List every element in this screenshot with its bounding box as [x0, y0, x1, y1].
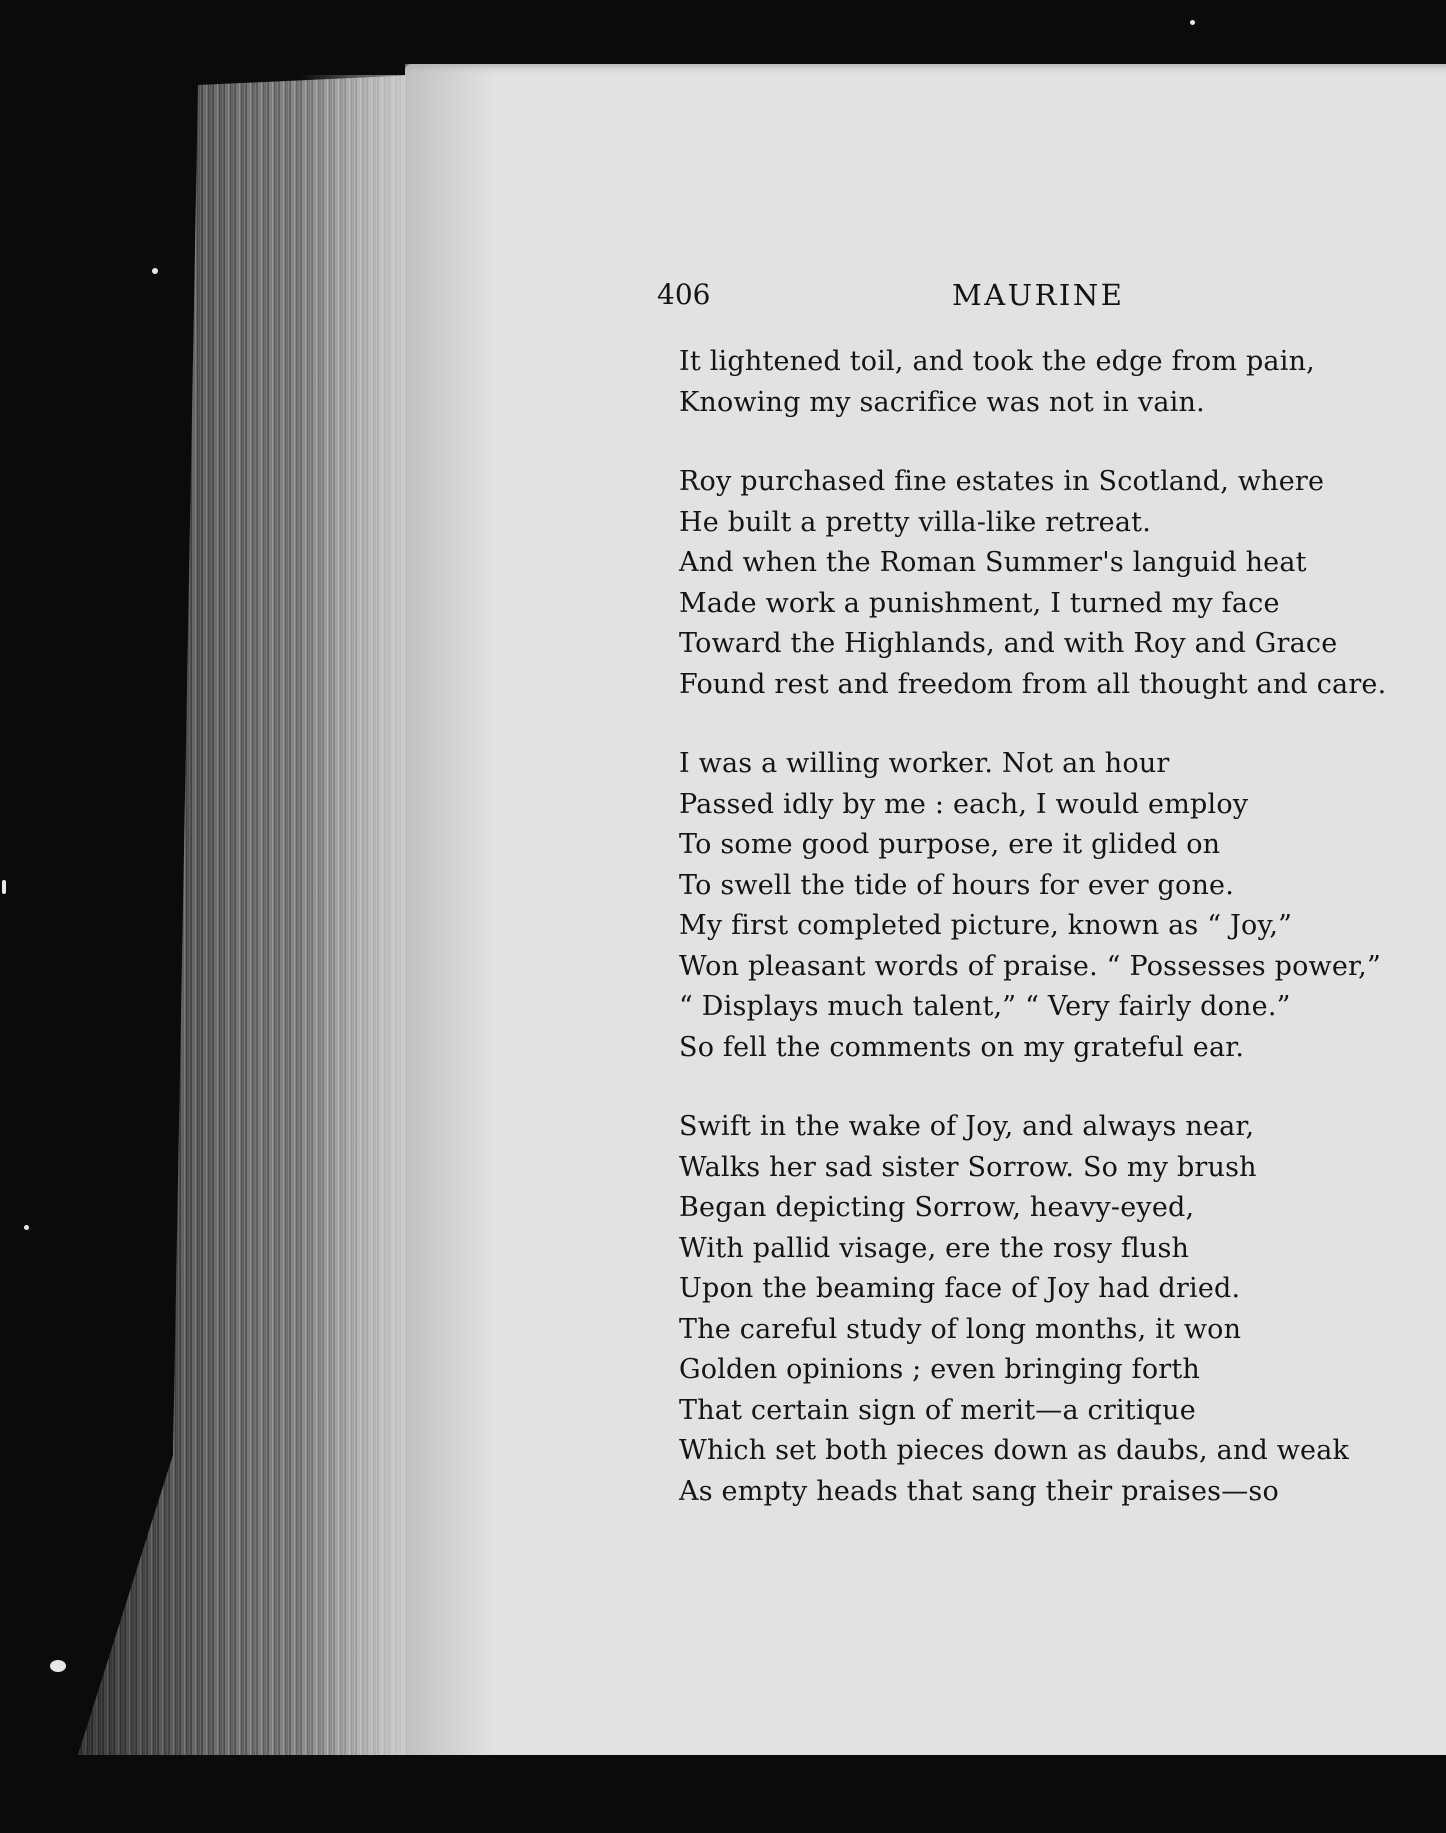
- poem-line: And when the Roman Summer's languid heat: [679, 547, 1307, 578]
- poem-line: Walks her sad sister Sorrow. So my brush: [679, 1151, 1257, 1183]
- poem-line: With pallid visage, ere the rosy flush: [679, 1232, 1190, 1264]
- poem-line: To swell the tide of hours for ever gone.: [679, 869, 1235, 901]
- stanza: [679, 744, 1439, 1068]
- dust-speck: [1190, 20, 1195, 25]
- poem-line: My first completed picture, known as “ Joy,”: [679, 910, 1293, 941]
- dust-speck: [2, 880, 6, 894]
- poem-line: I was a willing worker. Not an hour: [679, 748, 1170, 779]
- poem-line: Golden opinions ; even bringing forth: [679, 1354, 1201, 1385]
- dust-speck: [152, 268, 158, 274]
- poem-line: That certain sign of merit—a critique: [679, 1394, 1196, 1426]
- poem-line: Made work a punishment, I turned my face: [679, 587, 1280, 619]
- poem-body: [679, 342, 1439, 1551]
- bottom-shadow: [0, 1755, 1446, 1833]
- poem-line: He built a pretty villa-like retreat.: [679, 506, 1151, 538]
- poem-line: It lightened toil, and took the edge from pain,: [679, 346, 1315, 377]
- poem-line: Began depicting Sorrow, heavy-eyed,: [679, 1192, 1195, 1223]
- poem-line: “ Displays much talent,” “ Very fairly done.”: [679, 991, 1291, 1022]
- poem-line: Which set both pieces down as daubs, and weak: [679, 1435, 1350, 1466]
- page-edge-highlight: [300, 75, 418, 1755]
- page-number: 406: [657, 278, 711, 311]
- poem-line: To some good purpose, ere it glided on: [679, 829, 1221, 860]
- poem-line: Upon the beaming face of Joy had dried.: [679, 1273, 1241, 1304]
- stanza: [679, 1107, 1439, 1512]
- stanza: [679, 342, 1439, 423]
- poem-line: Found rest and freedom from all thought and care.: [679, 668, 1387, 700]
- running-head: MAURINE: [952, 278, 1125, 312]
- poem-line: Roy purchased fine estates in Scotland, where: [679, 466, 1325, 497]
- dust-speck: [50, 1660, 66, 1672]
- poem-line: Toward the Highlands, and with Roy and Grace: [679, 628, 1338, 659]
- poem-line: As empty heads that sang their praises—so: [679, 1475, 1279, 1507]
- poem-line: The careful study of long months, it won: [679, 1313, 1242, 1345]
- dust-speck: [24, 1225, 29, 1230]
- stanza: [679, 462, 1439, 705]
- page-gutter-shade: [405, 64, 495, 1764]
- poem-line: Swift in the wake of Joy, and always near,: [679, 1111, 1255, 1142]
- poem-line: Passed idly by me : each, I would employ: [679, 788, 1249, 820]
- poem-line: Won pleasant words of praise. “ Possesses power,”: [679, 950, 1381, 982]
- poem-line: So fell the comments on my grateful ear.: [679, 1031, 1245, 1063]
- poem-line: Knowing my sacrifice was not in vain.: [679, 386, 1205, 418]
